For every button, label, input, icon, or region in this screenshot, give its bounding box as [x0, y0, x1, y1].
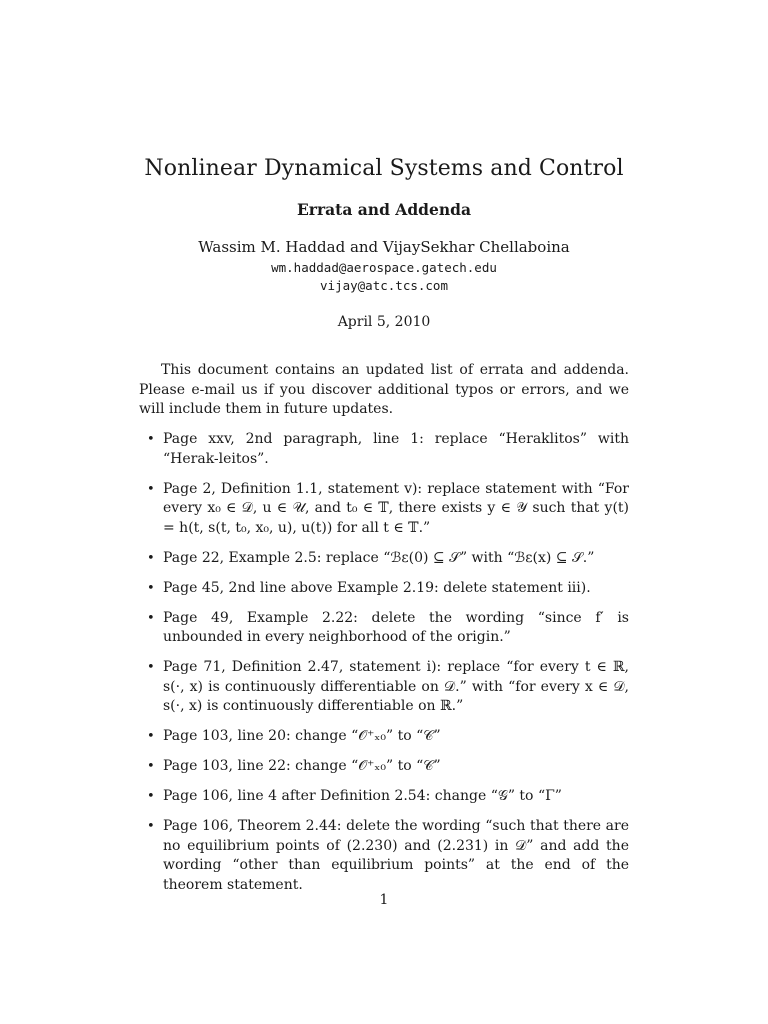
errata-item-text: Page 45, 2nd line above Example 2.19: delete statement iii).	[163, 579, 591, 596]
intro-paragraph: This document contains an updated list of errata and addenda. Please e-mail us if you discover additional typos or errors, and we will include them in future updates.	[139, 362, 629, 417]
bullet-icon: •	[147, 550, 155, 566]
errata-item	[139, 609, 629, 648]
errata-item-text: Page 22, Example 2.5: replace “ℬε(0) ⊆ 𝒮” with “ℬε(x) ⊆ 𝒮.”	[163, 549, 595, 566]
bullet-icon: •	[147, 759, 155, 774]
bullet-icon: •	[147, 660, 155, 675]
bullet-icon: •	[147, 819, 155, 834]
errata-item-text: Page 2, Definition 1.1, statement v): replace statement with “For every x₀ ∈ 𝒟, u ∈ 𝒰, and t₀ ∈ 𝕋, there exists y ∈ 𝒴 such that y(t) = h(t, s(t, t₀, x₀, u), u(t)) for all t ∈ 𝕋.”	[163, 480, 629, 536]
document-date: April 5, 2010	[337, 314, 431, 330]
errata-item	[139, 549, 629, 569]
bullet-icon: •	[147, 729, 155, 744]
errata-item	[139, 727, 629, 747]
errata-item	[139, 787, 629, 807]
document-title: Nonlinear Dynamical Systems and Control	[144, 156, 624, 181]
errata-item-text: Page 103, line 20: change “𝒪⁺ₓ₀” to “𝒞”	[163, 728, 441, 744]
bullet-icon: •	[147, 580, 155, 596]
errata-item	[139, 480, 629, 539]
errata-item-text: Page 71, Definition 2.47, statement i): replace “for every t ∈ ℝ, s(·, x) is continuously differentiable on 𝒟.” with “for every x ∈ 𝒟, s(·, x) is continuously differentiable on ℝ.”	[163, 659, 629, 714]
errata-list	[139, 430, 629, 906]
errata-item	[139, 817, 629, 895]
errata-item-text: Page xxv, 2nd paragraph, line 1: replace “Heraklitos” with “Herak-leitos”.	[163, 431, 629, 467]
errata-item-text: Page 49, Example 2.22: delete the wording “since f′ is unbounded in every neighborhood of the origin.”	[163, 609, 629, 645]
authors: Wassim M. Haddad and VijaySekhar Chellaboina	[198, 238, 570, 256]
errata-item-text: Page 106, line 4 after Definition 2.54: change “𝒢” to “Γ”	[163, 788, 562, 804]
author-email-1: wm.haddad@aerospace.gatech.edu	[271, 260, 497, 275]
bullet-icon: •	[147, 432, 155, 447]
errata-item	[139, 579, 629, 599]
errata-item	[139, 430, 629, 469]
document-subtitle: Errata and Addenda	[296, 200, 472, 219]
author-email-2: vijay@atc.tcs.com	[320, 278, 448, 293]
errata-item-text: Page 103, line 22: change “𝒪⁺ₓ₀” to “𝒞”	[163, 758, 441, 774]
bullet-icon: •	[147, 610, 155, 626]
bullet-icon: •	[147, 481, 155, 497]
errata-item	[139, 658, 629, 717]
page-number: 1	[379, 892, 389, 908]
errata-item	[139, 757, 629, 777]
errata-item-text: Page 106, Theorem 2.44: delete the wording “such that there are no equilibrium points of (2.230) and (2.231) in 𝒟” and add the wording “other than equilibrium points” at the end of the theorem statement.	[163, 818, 629, 893]
bullet-icon: •	[147, 789, 155, 804]
